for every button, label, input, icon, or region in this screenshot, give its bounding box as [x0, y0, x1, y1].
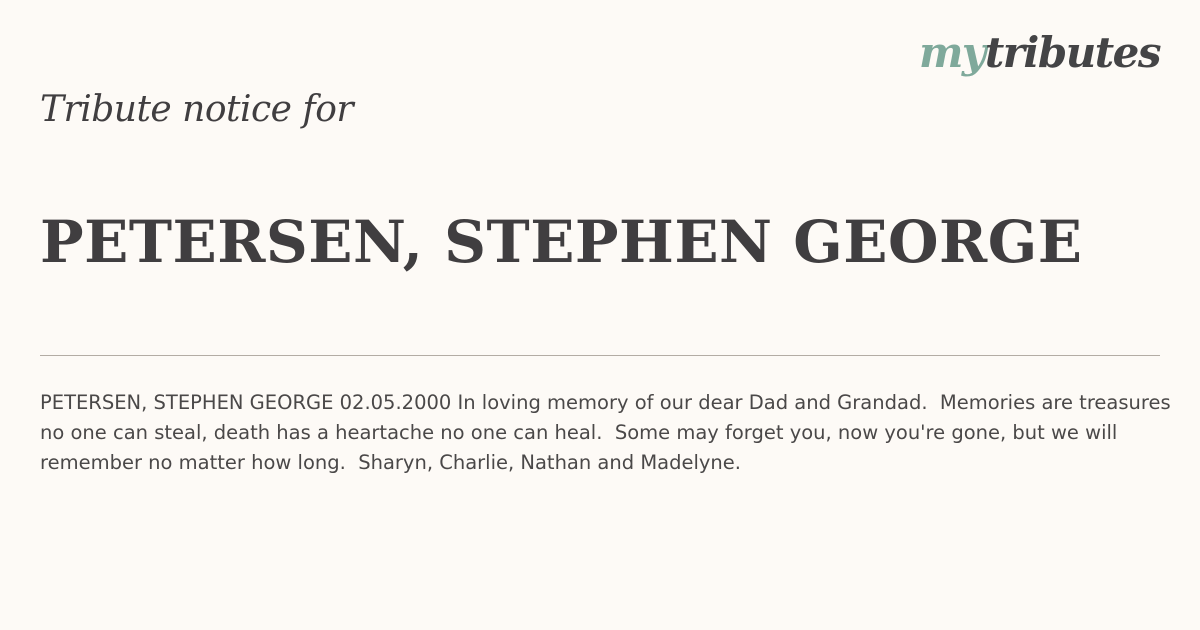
mytributes-logo[interactable] — [918, 28, 1160, 77]
deceased-name-title: PETERSEN, STEPHEN GEORGE — [40, 208, 1083, 276]
tribute-notice-subtitle: Tribute notice for — [40, 89, 354, 130]
logo-tributes-text: tributes — [984, 28, 1160, 77]
logo-my-text: my — [918, 28, 985, 77]
tribute-notice-text: PETERSEN, STEPHEN GEORGE 02.05.2000 In loving memory of our dear Dad and Grandad. Memories are treasures no one can steal, death has a heartache no one can heal. Some may forget you, now you're gone, but we will remember no matter how long. Sharyn, Charlie, Nathan and Madelyne. — [40, 391, 1177, 474]
section-divider — [40, 355, 1160, 356]
